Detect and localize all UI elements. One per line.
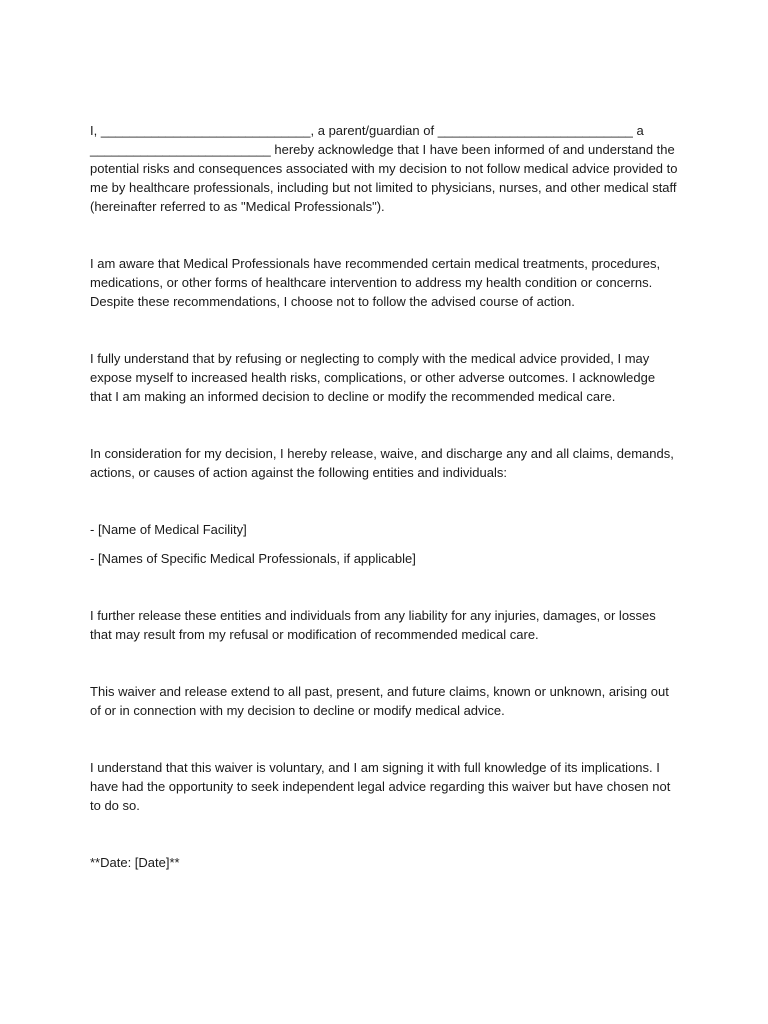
understanding-paragraph: I fully understand that by refusing or neglecting to comply with the medical advice provided, I may expose myself to increased health risks, complications, or other adverse outcomes. I acknowledge that I am making an informed decision to decline or modify the recommended medical care. [90,351,656,404]
document-body [90,121,680,872]
list-item-facility: - [Name of Medical Facility] [90,522,247,537]
further-release-paragraph: I further release these entities and individuals from any liability for any injuries, damages, or losses that may result from my refusal or modification of recommended medical care. [90,608,656,642]
date-line: **Date: [Date]** [90,855,180,870]
waiver-scope-paragraph: This waiver and release extend to all past, present, and future claims, known or unknown, arising out of or in connection with my decision to decline or modify medical advice. [90,684,669,718]
release-paragraph: In consideration for my decision, I hereby release, waive, and discharge any and all claims, demands, actions, or causes of action against the following entities and individuals: [90,446,674,480]
intro-paragraph: I, _____________________________, a parent/guardian of ___________________________ a _________________________ hereby acknowledge that I have been informed of and understand the potential risks and consequences associated with my decision to not follow medical advice provided to me by healthcare professionals, including but not limited to physicians, nurses, and other medical staff (hereinafter referred to as "Medical Professionals"). [90,123,678,214]
awareness-paragraph: I am aware that Medical Professionals have recommended certain medical treatments, procedures, medications, or other forms of healthcare intervention to address my health condition or concerns. Despite these recommendations, I choose not to follow the advised course of action. [90,256,661,309]
list-item-professionals: - [Names of Specific Medical Professionals, if applicable] [90,551,416,566]
voluntary-paragraph: I understand that this waiver is voluntary, and I am signing it with full knowledge of its implications. I have had the opportunity to seek independent legal advice regarding this waiver but have chosen not to do so. [90,760,671,813]
